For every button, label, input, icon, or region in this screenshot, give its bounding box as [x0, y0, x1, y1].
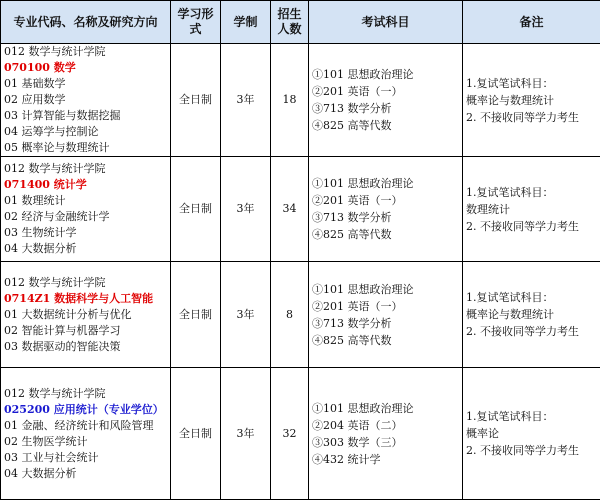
school-name: 012 数学与统计学院 [4, 386, 167, 402]
research-direction: 02 应用数学 [4, 92, 167, 108]
exam-subject: ④432 统计学 [312, 451, 459, 468]
exam-subject: ①101 思想政治理论 [312, 400, 459, 417]
school-name: 012 数学与统计学院 [4, 161, 167, 177]
study-years: 3年 [221, 262, 271, 368]
note-line: 概率论与数理统计 [466, 92, 597, 109]
study-mode: 全日制 [171, 368, 221, 500]
note-line: 2. 不接收同等学力考生 [466, 218, 597, 235]
table-row [1, 44, 600, 157]
research-direction: 03 计算智能与数据挖掘 [4, 108, 167, 124]
table-row [1, 368, 600, 500]
exam-subject: ②204 英语（二） [312, 417, 459, 434]
table-row [1, 262, 600, 368]
table-header-row [1, 1, 600, 44]
research-direction: 05 概率论与数理统计 [4, 140, 167, 156]
exam-subject: ④825 高等代数 [312, 117, 459, 134]
note-line: 1.复试笔试科目： [466, 184, 597, 201]
table-body [1, 44, 600, 500]
major-cell [1, 44, 171, 157]
research-direction: 02 经济与金融统计学 [4, 209, 167, 225]
note-line: 数理统计 [466, 201, 597, 218]
research-direction: 04 运筹学与控制论 [4, 124, 167, 140]
study-mode: 全日制 [171, 157, 221, 262]
research-direction: 03 生物统计学 [4, 225, 167, 241]
research-direction: 04 大数据分析 [4, 466, 167, 482]
study-mode: 全日制 [171, 262, 221, 368]
header-years: 学制 [221, 1, 271, 44]
note-line: 2. 不接收同等学力考生 [466, 323, 597, 340]
major-code-name: 025200 应用统计（专业学位） [4, 402, 167, 418]
major-cell [1, 368, 171, 500]
research-direction: 01 金融、经济统计和风险管理 [4, 418, 167, 434]
header-count: 招生人数 [271, 1, 309, 44]
enrollment-count: 18 [271, 44, 309, 157]
exam-subjects [309, 157, 463, 262]
note-line: 概率论与数理统计 [466, 306, 597, 323]
exam-subjects [309, 368, 463, 500]
exam-subject: ②201 英语（一） [312, 192, 459, 209]
exam-subject: ②201 英语（一） [312, 298, 459, 315]
header-note: 备注 [463, 1, 600, 44]
note-line: 1.复试笔试科目： [466, 289, 597, 306]
research-direction: 01 数理统计 [4, 193, 167, 209]
header-exam: 考试科目 [309, 1, 463, 44]
exam-subject: ③713 数学分析 [312, 315, 459, 332]
exam-subject: ③713 数学分析 [312, 100, 459, 117]
notes-cell [463, 368, 600, 500]
study-years: 3年 [221, 44, 271, 157]
exam-subjects [309, 44, 463, 157]
major-code-name: 0714Z1 数据科学与人工智能 [4, 291, 167, 307]
study-years: 3年 [221, 368, 271, 500]
header-major: 专业代码、名称及研究方向 [1, 1, 171, 44]
exam-subject: ①101 思想政治理论 [312, 175, 459, 192]
research-direction: 03 工业与社会统计 [4, 450, 167, 466]
major-cell [1, 262, 171, 368]
exam-subject: ①101 思想政治理论 [312, 281, 459, 298]
header-mode: 学习形式 [171, 1, 221, 44]
study-years: 3年 [221, 157, 271, 262]
study-mode: 全日制 [171, 44, 221, 157]
school-name: 012 数学与统计学院 [4, 44, 167, 60]
exam-subject: ②201 英语（一） [312, 83, 459, 100]
exam-subject: ①101 思想政治理论 [312, 66, 459, 83]
research-direction: 02 生物医学统计 [4, 434, 167, 450]
major-cell [1, 157, 171, 262]
note-line: 1.复试笔试科目： [466, 75, 597, 92]
note-line: 1.复试笔试科目： [466, 408, 597, 425]
research-direction: 04 大数据分析 [4, 241, 167, 257]
notes-cell [463, 262, 600, 368]
exam-subjects [309, 262, 463, 368]
major-code-name: 070100 数学 [4, 60, 167, 76]
research-direction: 02 智能计算与机器学习 [4, 323, 167, 339]
notes-cell [463, 157, 600, 262]
enrollment-count: 34 [271, 157, 309, 262]
notes-cell [463, 44, 600, 157]
exam-subject: ④825 高等代数 [312, 226, 459, 243]
research-direction: 01 基础数学 [4, 76, 167, 92]
note-line: 2. 不接收同等学力考生 [466, 442, 597, 459]
exam-subject: ④825 高等代数 [312, 332, 459, 349]
note-line: 概率论 [466, 425, 597, 442]
school-name: 012 数学与统计学院 [4, 275, 167, 291]
research-direction: 01 大数据统计分析与优化 [4, 307, 167, 323]
exam-subject: ③303 数学（三） [312, 434, 459, 451]
enrollment-count: 8 [271, 262, 309, 368]
enrollment-count: 32 [271, 368, 309, 500]
table-row [1, 157, 600, 262]
exam-subject: ③713 数学分析 [312, 209, 459, 226]
major-code-name: 071400 统计学 [4, 177, 167, 193]
note-line: 2. 不接收同等学力考生 [466, 109, 597, 126]
research-direction: 03 数据驱动的智能决策 [4, 339, 167, 355]
